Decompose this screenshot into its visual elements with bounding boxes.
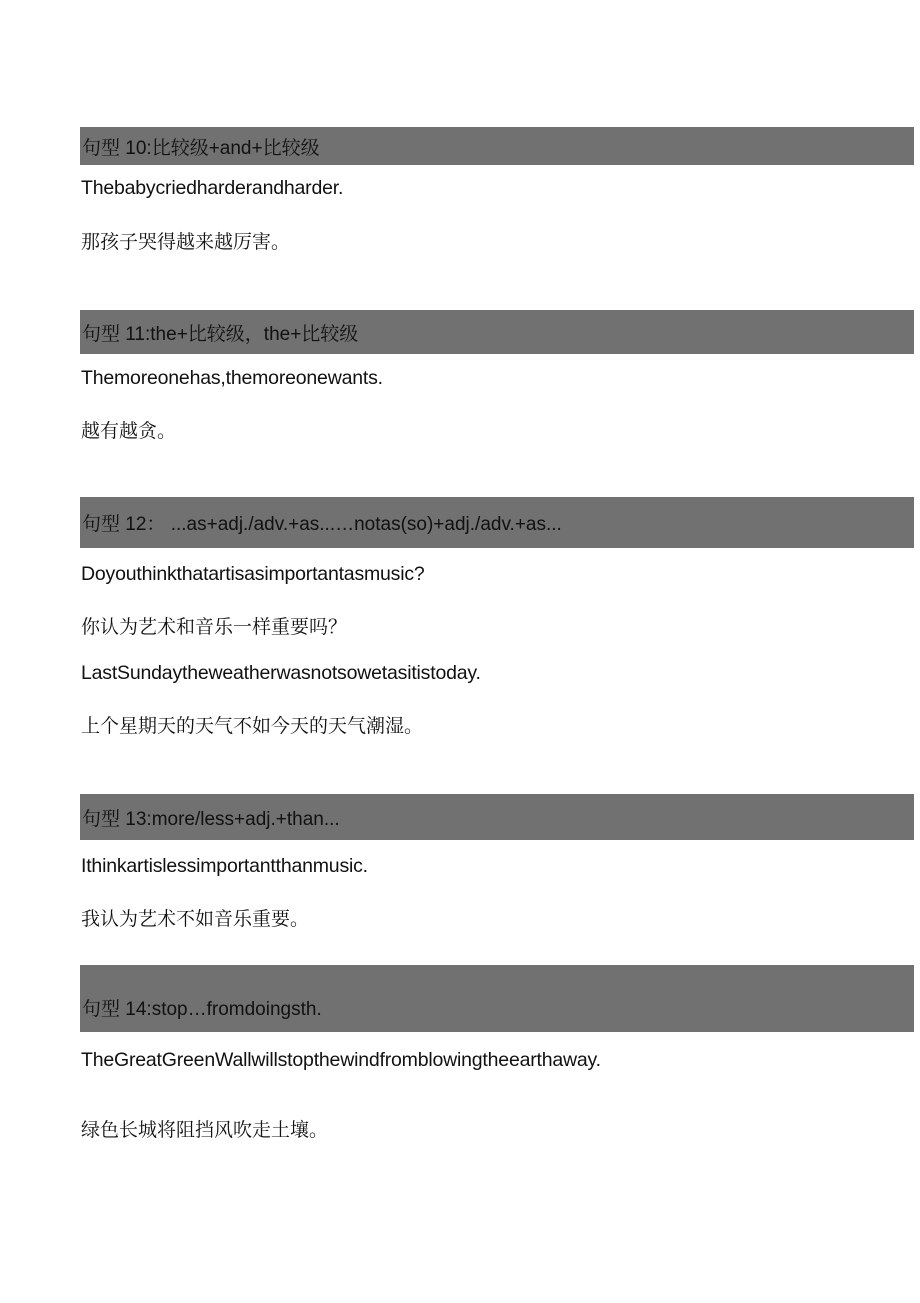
pattern-heading-10-text: 句型 10:比较级+and+比较级 <box>82 137 320 159</box>
example-english-11-1: Themoreonehas,themoreonewants. <box>81 367 383 389</box>
example-chinese-10-1: 那孩子哭得越来越厉害。 <box>81 231 291 253</box>
example-english-10-1: Thebabycriedharderandharder. <box>81 177 344 199</box>
pattern-heading-12 <box>80 497 914 548</box>
example-english-12-1: Doyouthinkthatartisasimportantasmusic? <box>81 563 425 585</box>
example-chinese-11-1: 越有越贪。 <box>81 420 177 442</box>
example-chinese-14-1: 绿色长城将阻挡风吹走土壤。 <box>81 1119 329 1141</box>
pattern-heading-10 <box>80 127 914 165</box>
example-chinese-13-1: 我认为艺术不如音乐重要。 <box>81 908 310 930</box>
example-english-12-2: LastSundaytheweatherwasnotsowetasitistoday. <box>81 662 481 684</box>
pattern-heading-13 <box>80 794 914 840</box>
pattern-heading-12-text: 句型 12： ...as+adj./adv.+as...…notas(so)+adj./adv.+as... <box>82 514 562 535</box>
pattern-heading-13-text: 句型 13:more/less+adj.+than... <box>82 808 340 830</box>
pattern-heading-14 <box>80 965 914 1032</box>
example-chinese-12-2: 上个星期天的天气不如今天的天气潮湿。 <box>81 715 424 737</box>
pattern-heading-11 <box>80 310 914 354</box>
pattern-heading-11-text: 句型 11:the+比较级，the+比较级 <box>82 323 359 345</box>
example-chinese-12-1: 你认为艺术和音乐一样重要吗？ <box>81 616 348 638</box>
example-english-14-1: TheGreatGreenWallwillstopthewindfromblowingtheearthaway. <box>81 1049 601 1071</box>
pattern-heading-14-text: 句型 14:stop…fromdoingsth. <box>82 999 322 1020</box>
example-english-13-1: Ithinkartislessimportantthanmusic. <box>81 855 368 877</box>
